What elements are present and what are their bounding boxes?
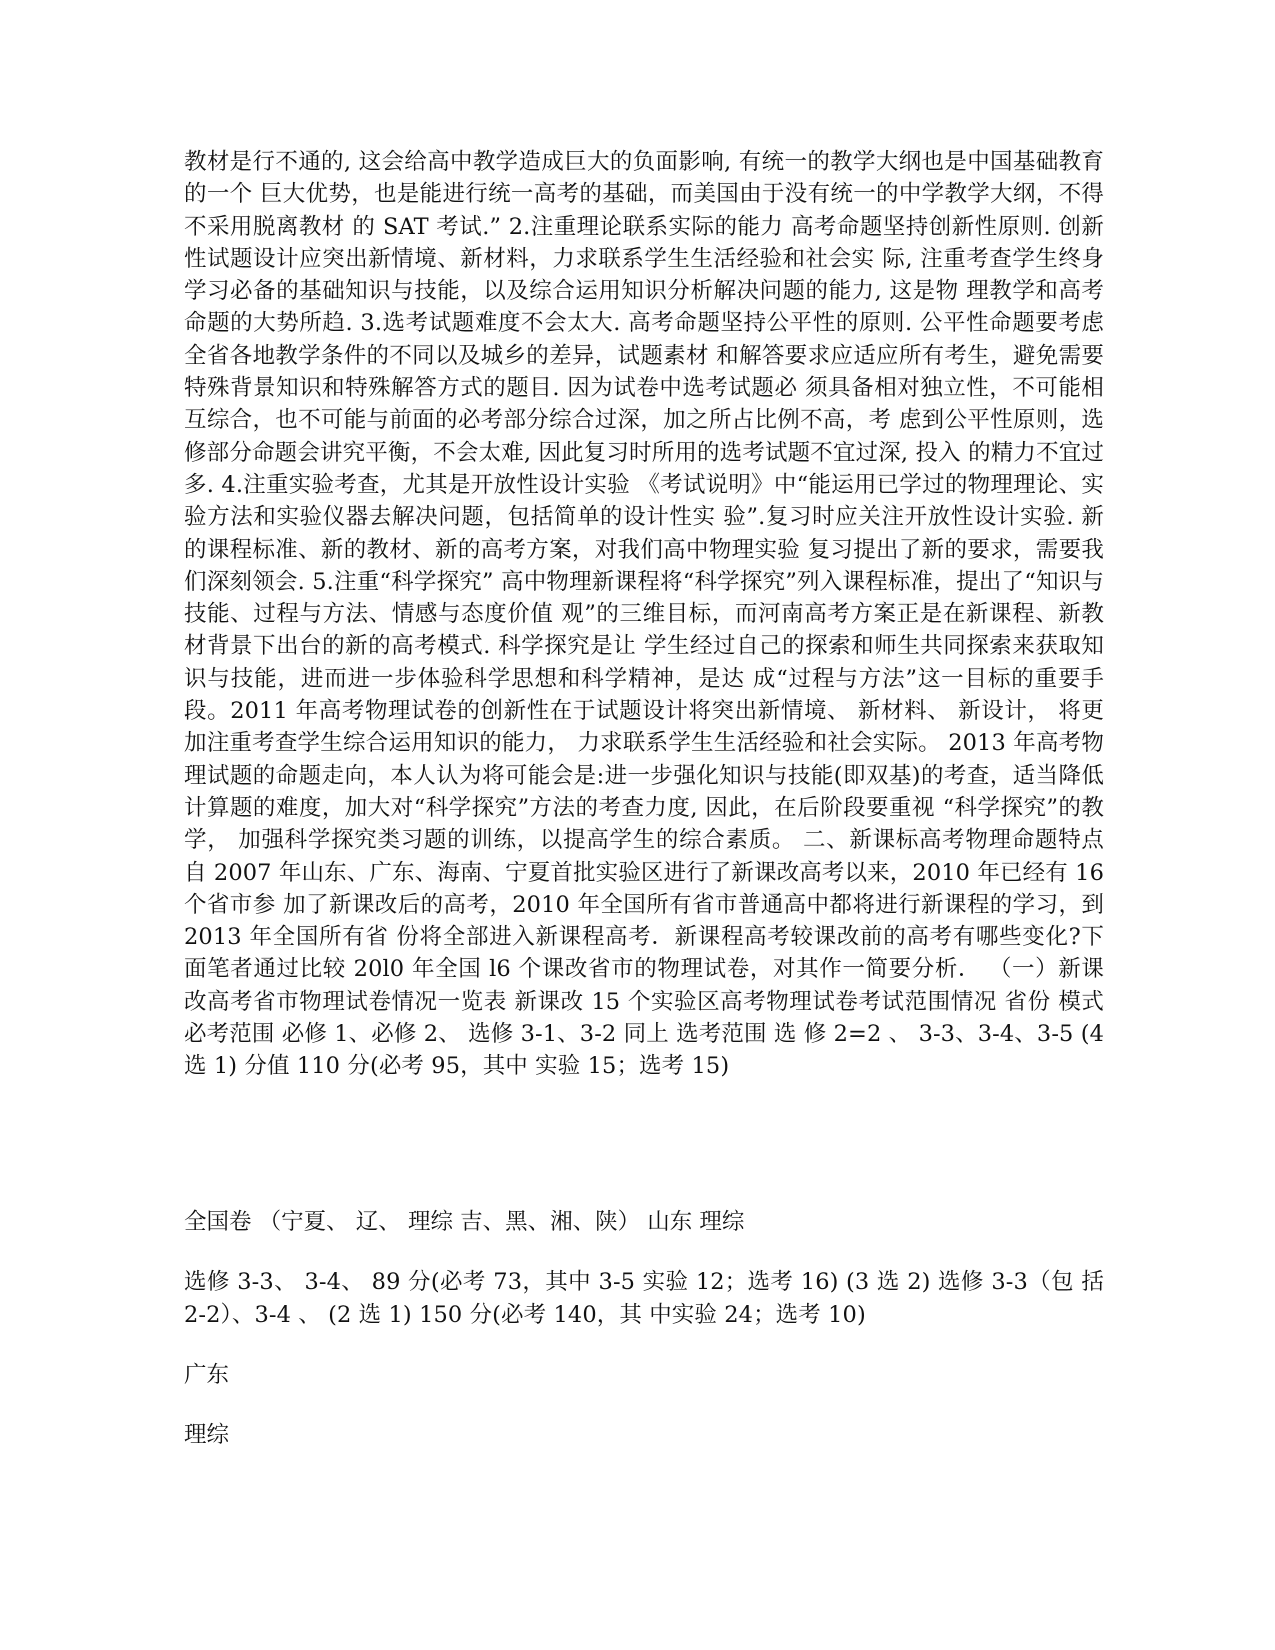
body-paragraph-science-comprehensive: 理综 — [184, 1422, 230, 1449]
body-paragraph-guangdong: 广东 — [184, 1361, 230, 1388]
body-paragraph-electives: 选修 3-3、 3-4、 89 分(必考 73，其中 3-5 实验 12；选考 16) (3 选 2) 选修 3-3（包 括 2-2）、3-4 、 (2 选 1) 150 分(必考 140，其 中实验 24；选考 10) — [184, 1269, 1104, 1328]
paragraph-spacer — [184, 1331, 1104, 1359]
paragraph-spacer — [184, 1238, 1104, 1266]
body-paragraph-national-paper: 全国卷 （宁夏、 辽、 理综 吉、黑、湘、陕） 山东 理综 — [184, 1209, 745, 1235]
body-paragraph-main: 教材是行不通的, 这会给高中教学造成巨大的负面影响, 有统一的教学大纲也是中国基础教育的一个 巨大优势，也是能进行统一高考的基础，而美国由于没有统一的中学教学大纲，不得不采用脱离教材 的 SAT 考试.” 2.注重理论联系实际的能力 高考命题坚持创新性原则. 创新性试题设计应突出新情境、新材料，力求联系学生生活经验和社会实 际, 注重考查学生终身学习必备的基础知识与技能，以及综合运用知识分析解决问题的能力, 这是物 理教学和高考命题的大势所趋. 3.选考试题难度不会太大. 高考命题坚持公平性的原则. 公平性命题要考虑全省各地教学条件的不同以及城乡的差异，试题素材 和解答要求应适应所有考生，避免需要特殊背景知识和特殊解答方式的题目. 因为试卷中选考试题必 须具备相对独立性，不可能相互综合，也不可能与前面的必考部分综合过深，加之所占比例不高，考 虑到公平性原则，选修部分命题会讲究平衡，不会太难, 因此复习时所用的选考试题不宜过深, 投入 的精力不宜过多. 4.注重实验考查，尤其是开放性设计实验 《考试说明》中“能运用已学过的物理理论、实验方法和实验仪器去解决问题，包括简单的设计性实 验”.复习时应关注开放性设计实验. 新的课程标准、新的教材、新的高考方案，对我们高中物理实验 复习提出了新的要求，需要我们深刻领会. 5.注重“科学探究” 高中物理新课程将“科学探究”列入课程标准，提出了“知识与技能、过程与方法、情感与态度价值 观”的三维目标，而河南高考方案正是在新课程、新教材背景下出台的新的高考模式. 科学探究是让 学生经过自己的探索和师生共同探索来获取知识与技能，进而进一步体验科学思想和科学精神，是达 成“过程与方法”这一目标的重要手段。2011 年高考物理试卷的创新性在于试题设计将突出新情境、 新材料、 新设计， 将更加注重考查学生综合运用知识的能力， 力求联系学生生活经验和社会实际。 2013 年高考物理试题的命题走向，本人认为将可能会是:进一步强化知识与技能(即双基)的考查，适当降低 计算题的难度，加大对“科学探究”方法的考查力度, 因此，在后阶段要重视 “科学探究”的教学， 加强科学探究类习题的训练，以提高学生的综合素质。 二、新课标高考物理命题特点 自 2007 年山东、广东、海南、宁夏首批实验区进行了新课改高考以来，2010 年已经有 16 个省市参 加了新课改后的高考，2010 年全国所有省市普通高中都将进行新课程的学习，到 2013 年全国所有省 份将全部进入新课程高考．新课程高考较课改前的高考有哪些变化?下面笔者通过比较 20l0 年全国 l6 个课改省市的物理试卷，对其作一简要分析． （一）新课改高考省市物理试卷情况一览表 新课改 15 个实验区高考物理试卷考试范围情况 省份 模式 必考范围 必修 1、必修 2、 选修 3-1、3-2 同上 选考范围 选 修 2=2 、 3-3、3-4、3-5 (4 选 1) 分值 110 分(必考 95，其中 实验 15；选考 15) — [184, 149, 1104, 1080]
paragraph-spacer — [184, 1178, 1104, 1206]
paragraph-spacer — [184, 1391, 1104, 1419]
document-page — [184, 146, 1104, 1451]
